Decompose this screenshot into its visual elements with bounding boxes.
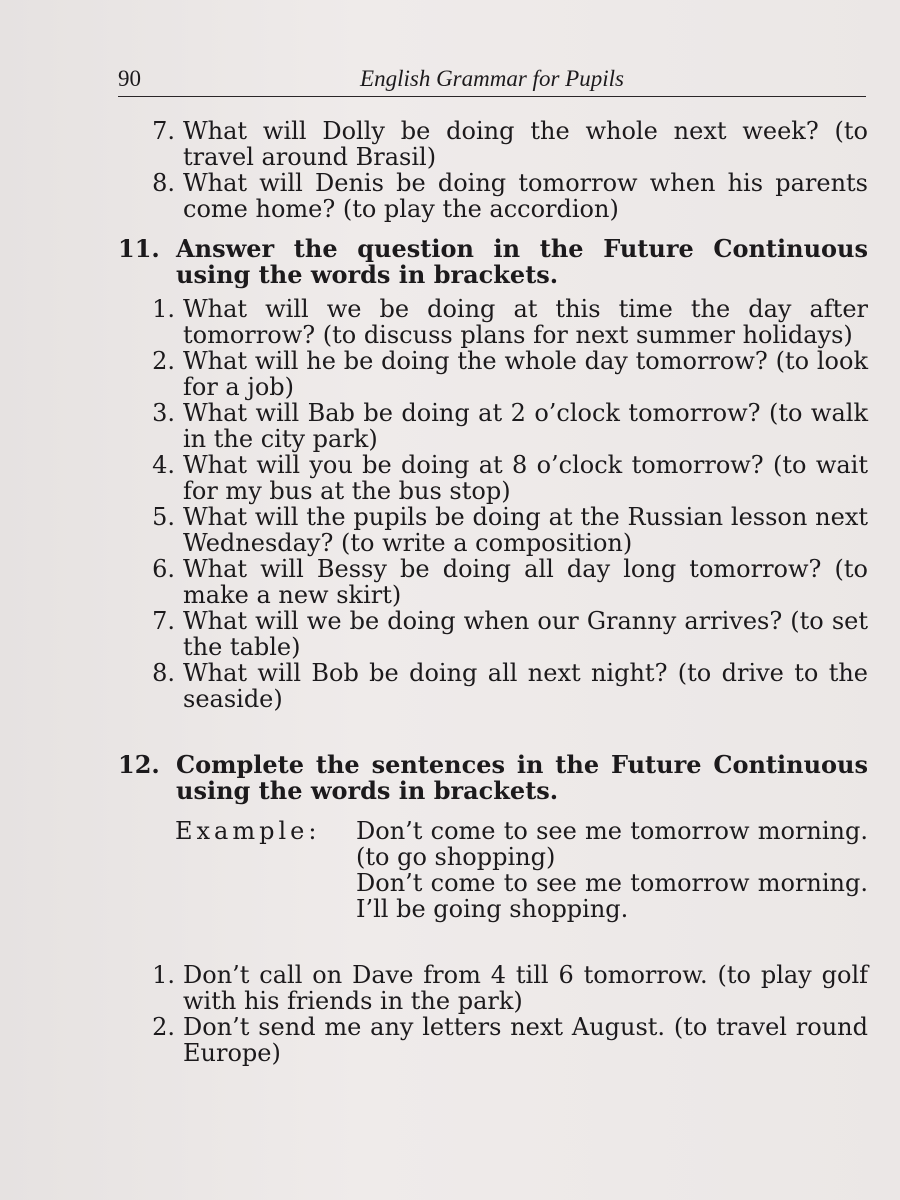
list-item xyxy=(118,348,868,400)
example-label: Example: xyxy=(175,817,321,845)
item-number: 2. xyxy=(152,347,175,375)
item-number: 4. xyxy=(152,451,175,479)
exercise-number: 12. xyxy=(118,750,160,779)
item-text: What will the pupils be doing at the Russian lesson next Wednesday? (to write a composition) xyxy=(183,503,868,557)
item-text: What will Dolly be doing the whole next week? (to travel around Brasil) xyxy=(183,117,868,171)
item-number: 7. xyxy=(152,117,175,145)
example-body xyxy=(356,818,868,922)
exercise-11-heading xyxy=(118,236,868,288)
list-item xyxy=(118,660,868,712)
item-text: What will Bessy be doing all day long tomorrow? (to make a new skirt) xyxy=(183,555,868,609)
item-text: What will we be doing at this time the day after tomorrow? (to discuss plans for next summer holidays) xyxy=(183,295,868,349)
item-number: 1. xyxy=(152,961,175,989)
item-text: What will Bab be doing at 2 o’clock tomorrow? (to walk in the city park) xyxy=(183,399,868,453)
item-number: 7. xyxy=(152,607,175,635)
running-title: English Grammar for Pupils xyxy=(360,66,624,91)
list-item xyxy=(118,400,868,452)
page-content xyxy=(118,118,868,1066)
item-number: 2. xyxy=(152,1013,175,1041)
item-text: What will we be doing when our Granny arrives? (to set the table) xyxy=(183,607,868,661)
item-number: 8. xyxy=(152,659,175,687)
list-item xyxy=(118,1014,868,1066)
item-text: What will Bob be doing all next night? (to drive to the seaside) xyxy=(183,659,868,713)
page-number: 90 xyxy=(118,66,141,91)
item-text: What will he be doing the whole day tomorrow? (to look for a job) xyxy=(183,347,868,401)
page-header xyxy=(118,66,866,97)
item-text: Don’t call on Dave from 4 till 6 tomorrow. (to play golf with his friends in the park) xyxy=(183,961,868,1015)
item-text: Don’t send me any letters next August. (to travel round Europe) xyxy=(183,1013,868,1067)
list-item xyxy=(118,296,868,348)
exercise-instruction: Complete the sentences in the Future Continuous using the words in brackets. xyxy=(176,750,868,805)
list-item xyxy=(118,608,868,660)
item-number: 8. xyxy=(152,169,175,197)
exercise-12-heading xyxy=(118,752,868,804)
example-prompt: Don’t come to see me tomorrow morning. (to go shopping) xyxy=(356,817,868,871)
example-answer: Don’t come to see me tomorrow morning. I’ll be going shopping. xyxy=(356,869,868,923)
item-number: 1. xyxy=(152,295,175,323)
item-number: 6. xyxy=(152,555,175,583)
exercise-number: 11. xyxy=(118,234,160,263)
item-text: What will you be doing at 8 o’clock tomorrow? (to wait for my bus at the bus stop) xyxy=(183,451,868,505)
item-text: What will Denis be doing tomorrow when his parents come home? (to play the accordion) xyxy=(183,169,868,223)
list-item xyxy=(118,118,868,170)
list-item xyxy=(118,962,868,1014)
list-item xyxy=(118,170,868,222)
list-item xyxy=(118,556,868,608)
example-block xyxy=(175,818,868,922)
list-item xyxy=(118,452,868,504)
item-number: 5. xyxy=(152,503,175,531)
exercise-instruction: Answer the question in the Future Continuous using the words in brackets. xyxy=(176,234,868,289)
list-item xyxy=(118,504,868,556)
item-number: 3. xyxy=(152,399,175,427)
